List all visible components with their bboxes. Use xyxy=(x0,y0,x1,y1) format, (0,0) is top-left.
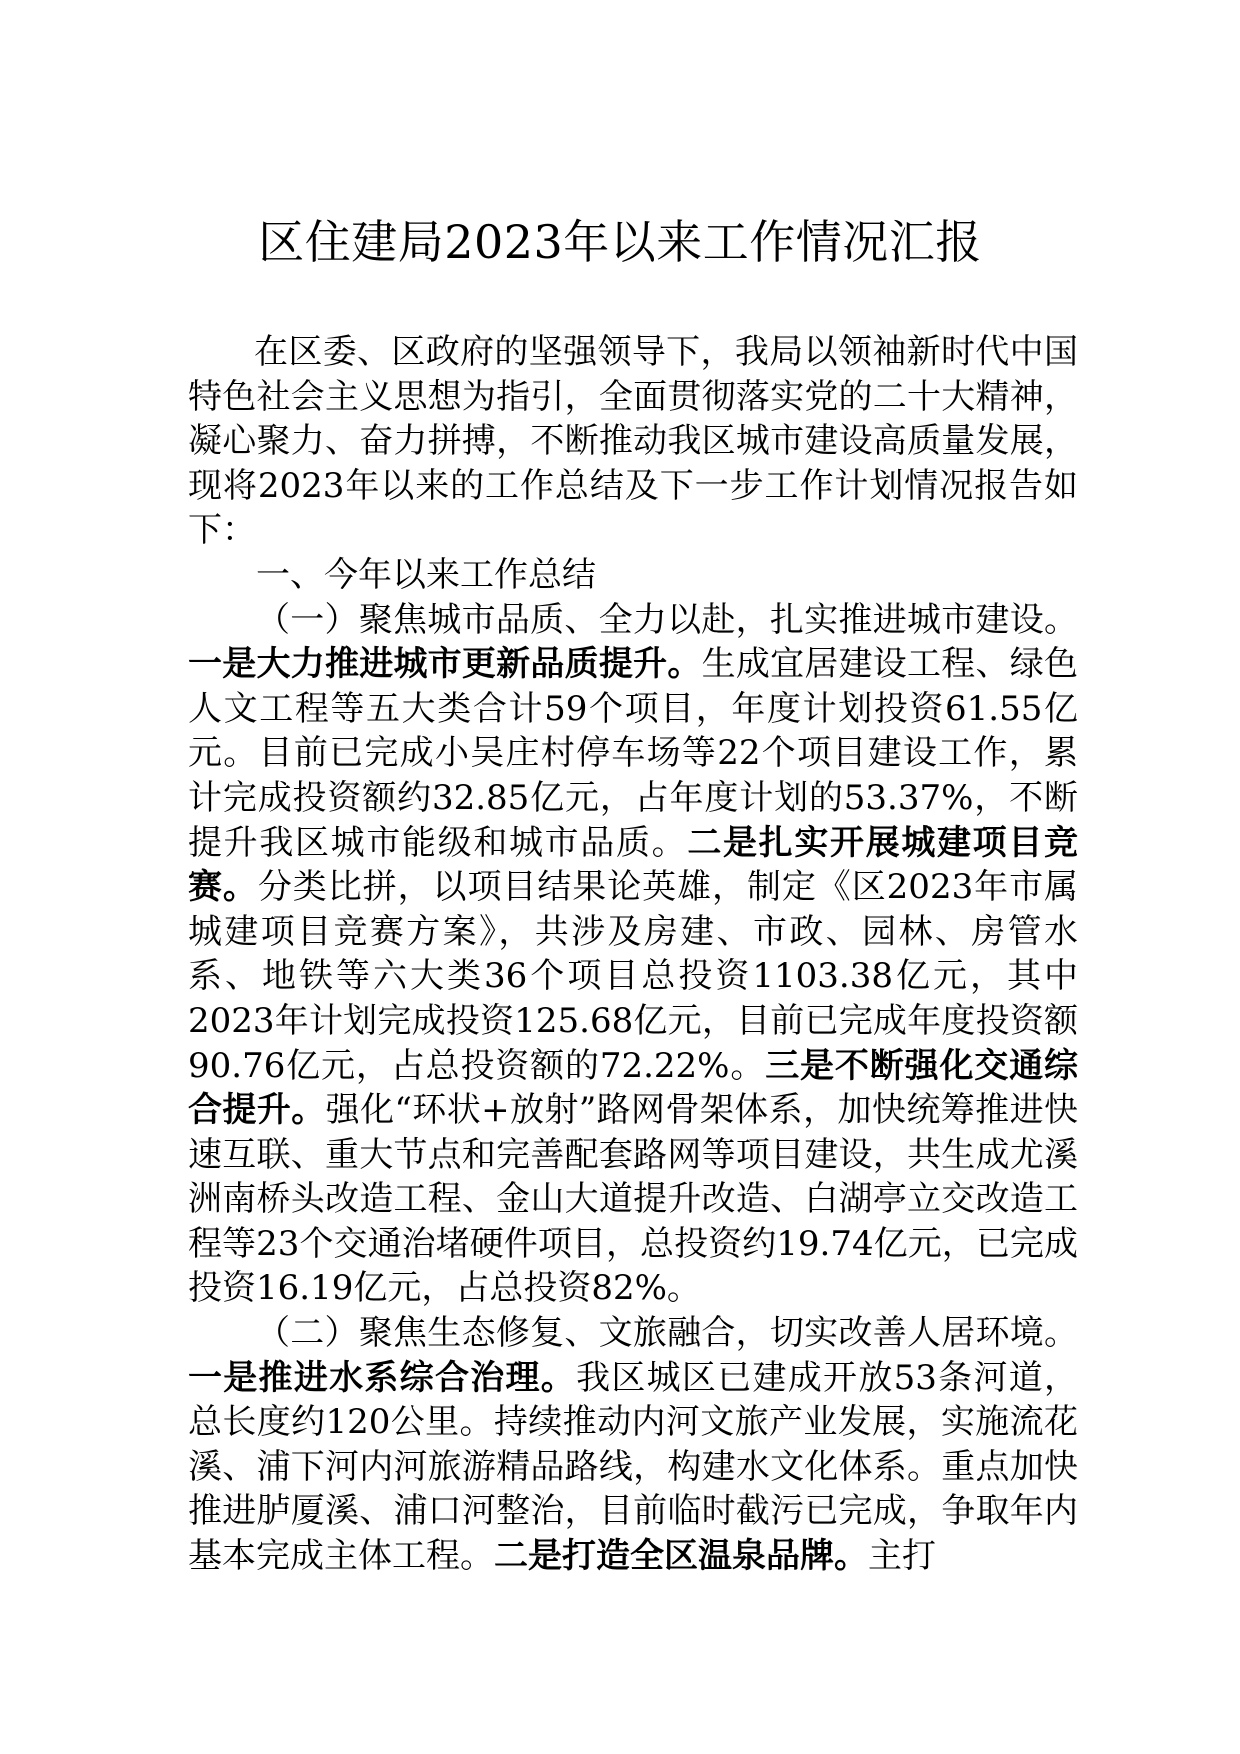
bold-point-2: 二是打造全区温泉品牌。 xyxy=(494,1536,868,1577)
paragraph-text: 生成宜居建设工程、绿色人文工程等五大类合计59个项目，年度计划投资61.55亿元。目前已完成小吴庄村停车场等22个项目建设工作，累计完成投资额约32.85亿元，占年度计划的53.37%，不断提升我区城市能级和城市品质。 xyxy=(188,644,1079,863)
document-body xyxy=(188,330,1078,1579)
paragraph-text: 主打 xyxy=(868,1536,936,1577)
paragraph-intro xyxy=(188,330,1078,553)
paragraph-text: 我区城区已建成开放53条河道，总长度约120公里。持续推动内河文旅产业发展，实施流花溪、浦下河内河旅游精品路线，构建水文化体系。重点加快推进胪厦溪、浦口河整治，目前临时截污已完成，争取年内基本完成主体工程。 xyxy=(188,1357,1079,1577)
bold-point-1: 一是大力推进城市更新品质提升。 xyxy=(188,644,702,685)
paragraph-text: 分类比拼，以项目结果论英雄，制定《区2023年市属城建项目竞赛方案》，共涉及房建、市政、园林、房管水系、地铁等六大类36个项目总投资1103.38亿元，其中2023年计划完成投资125.68亿元，目前已完成年度投资额90.76亿元，占总投资额的72.22%。 xyxy=(188,867,1079,1086)
paragraph-section-2 xyxy=(188,1311,1078,1579)
bold-point-3: 三是不断强化交通综合提升。 xyxy=(188,1045,1078,1131)
document-title: 区住建局2023年以来工作情况汇报 xyxy=(258,215,982,269)
paragraph-section-1 xyxy=(188,598,1078,1312)
subheading-text: （一）聚焦城市品质、全力以赴，扎实推进城市建设。 xyxy=(256,599,1078,640)
bold-point-1: 一是推进水系综合治理。 xyxy=(188,1357,577,1398)
paragraph-text: 强化“环状+放射”路网骨架体系，加快统筹推进快速互联、重大节点和完善配套路网等项目建设，共生成尤溪洲南桥头改造工程、金山大道提升改造、白湖亭立交改造工程等23个交通治堵硬件项目，总投资约19.74亿元，已完成投资16.19亿元，占总投资82%。 xyxy=(188,1090,1078,1309)
bold-point-2: 二是扎实开展城建项目竞赛。 xyxy=(188,822,1079,908)
subheading-text: （二）聚焦生态修复、文旅融合，切实改善人居环境。 xyxy=(256,1313,1078,1354)
heading-text: 一、今年以来工作总结 xyxy=(256,554,596,595)
paragraph-text: 在区委、区政府的坚强领导下，我局以领袖新时代中国特色社会主义思想为指引，全面贯彻落实党的二十大精神，凝心聚力、奋力拼搏，不断推动我区城市建设高质量发展，现将2023年以来的工作总结及下一步工作计划情况报告如下： xyxy=(188,332,1078,551)
section-heading xyxy=(188,553,1078,598)
